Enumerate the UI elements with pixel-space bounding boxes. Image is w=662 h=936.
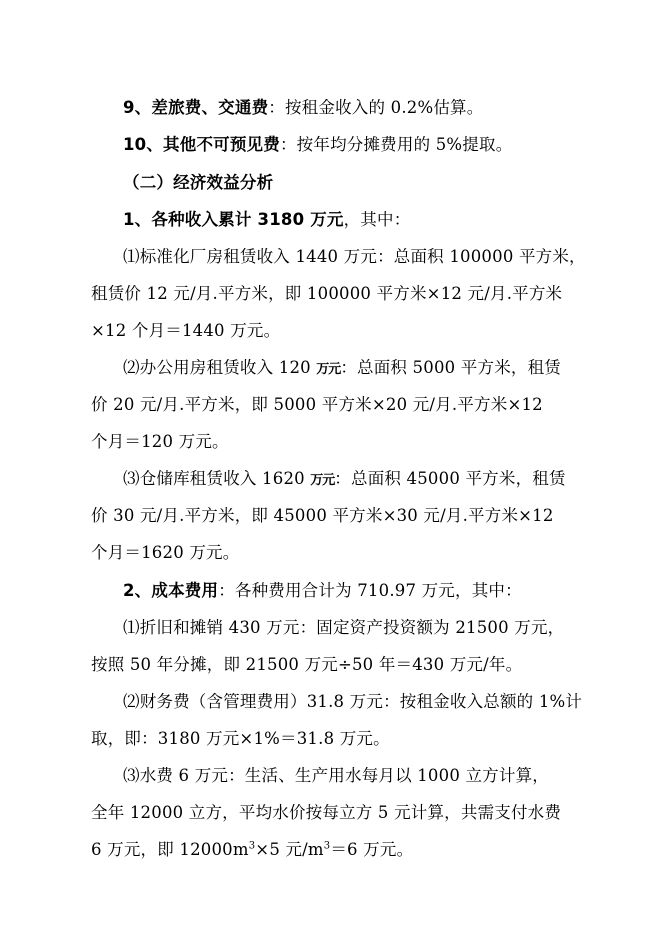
- doc-line-11: [123, 468, 566, 492]
- line-text: ⑵办公用房租赁收入 120: [123, 358, 317, 377]
- item-heading: 9、差旅费、交通费: [123, 98, 269, 117]
- doc-line-07: ×12 个月＝1440 万元。: [91, 321, 281, 340]
- item-text: ，其中：: [343, 210, 411, 229]
- doc-line-travel-fee: [123, 97, 483, 119]
- doc-line-12: 价 30 元/月.平方米，即 45000 平方米×30 元/月.平方米×12: [91, 506, 554, 525]
- doc-line-05: ⑴标准化厂房租赁收入 1440 万元：总面积 100000 平方米，: [123, 247, 586, 266]
- line-text: ：总面积 5000 平方米，租赁: [340, 358, 561, 377]
- doc-line-06: 租赁价 12 元/月.平方米，即 100000 平方米×12 元/月.平方米: [91, 284, 563, 303]
- item-heading: 2、成本费用: [123, 581, 219, 600]
- doc-line-09: 价 20 元/月.平方米，即 5000 平方米×20 元/月.平方米×12: [91, 395, 543, 414]
- doc-line-21: [91, 839, 413, 861]
- line-text: ：总面积 45000 平方米，租赁: [334, 469, 566, 488]
- doc-line-08: [123, 357, 561, 381]
- wan-yuan-unit: 万元: [316, 362, 341, 377]
- doc-line-19: ⑶水费 6 万元：生活、生产用水每月以 1000 立方计算，: [123, 766, 549, 785]
- doc-line-16: 按照 50 年分摊，即 21500 万元÷50 年＝430 万元/年。: [91, 655, 523, 674]
- section-heading-economic-analysis: （二）经济效益分析: [123, 173, 274, 192]
- doc-line-13: 个月＝1620 万元。: [91, 543, 240, 562]
- line-text: ＝6 万元。: [330, 840, 414, 859]
- doc-line-20: 全年 12000 立方，平均水价按每立方 5 元计算，共需支付水费: [91, 803, 562, 822]
- item-text: ：按租金收入的 0.2%估算。: [268, 98, 484, 117]
- item-heading: 10、其他不可预见费: [123, 135, 280, 154]
- superscript-cubed: 3: [248, 840, 256, 852]
- superscript-cubed: 3: [323, 840, 331, 852]
- doc-line-contingency-fee: [123, 134, 512, 156]
- item-text: ：各种费用合计为 710.97 万元，其中：: [218, 581, 522, 600]
- wan-yuan-unit: 万元: [310, 473, 335, 488]
- doc-line-15: ⑴折旧和摊销 430 万元：固定资产投资额为 21500 万元，: [123, 618, 565, 637]
- doc-line-income-total: [123, 209, 410, 231]
- doc-line-18: 取，即：3180 万元×1%＝31.8 万元。: [91, 729, 390, 748]
- item-text: ：按年均分摊费用的 5%提取。: [279, 135, 513, 154]
- doc-line-cost-total: [123, 580, 522, 602]
- doc-line-17: ⑵财务费（含管理费用）31.8 万元：按租金收入总额的 1%计: [123, 692, 583, 711]
- line-text: ⑶仓储库租赁收入 1620: [123, 469, 311, 488]
- doc-line-10: 个月＝120 万元。: [91, 432, 229, 451]
- line-text: ×5 元/m: [255, 840, 324, 859]
- line-text: 6 万元，即 12000m: [91, 840, 249, 859]
- item-heading: 1、各种收入累计 3180 万元: [123, 210, 344, 229]
